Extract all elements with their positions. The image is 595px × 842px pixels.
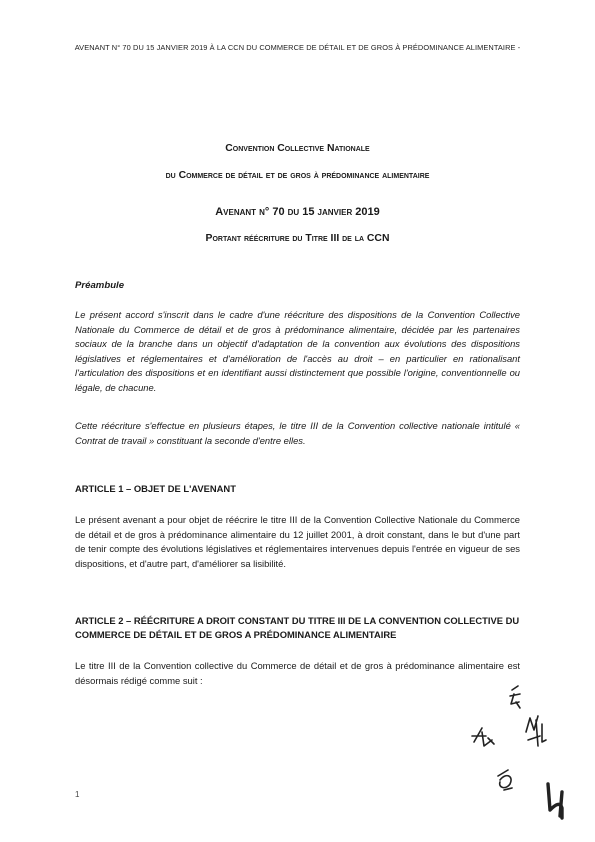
article-1-text: Le présent avenant a pour objet de réécrire le titre III de la Convention Collective Nationale du Commerce de détail et de gros à prédominance alimentaire du 12 juillet 2001, à droit constant, dans le but d'une part de tenir compte des évolutions législatives et réglementaires intervenues depuis l'entrée en vigueur de ses dispositions, et d'autre part, d'améliorer sa lisibilité. bbox=[75, 514, 520, 569]
title-line-avenant: Avenant n° 70 du 15 janvier 2019 bbox=[215, 206, 380, 218]
title-line-commerce: du Commerce de détail et de gros à prédominance alimentaire bbox=[165, 170, 430, 181]
preambule-paragraph-1: Le présent accord s'inscrit dans le cadre d'une réécriture des dispositions de la Convention Collective Nationale du Commerce de détail et de gros à prédominance alimentaire, décidée par les partenaires sociaux de la branche dans un objectif d'adaptation de la convention aux évolutions des dispositions législatives et réglementaires et d'amélioration de l'accès au droit – en particulier en rationalisant l'articulation des dispositions et en identifiant aussi distinctement que possible l'origine, conventionnelle ou légale, de chacune. bbox=[75, 309, 520, 393]
handwritten-initials bbox=[470, 680, 580, 840]
article-2-text: Le titre III de la Convention collective du Commerce de détail et de gros à prédominance alimentaire est désormais rédigé comme suit : bbox=[75, 660, 520, 686]
running-header: AVENANT N° 70 DU 15 JANVIER 2019 À LA CCN DU COMMERCE DE DÉTAIL ET DE GROS À PRÉDOMINANCE ALIMENTAIRE - bbox=[74, 43, 521, 52]
article-2-heading: ARTICLE 2 – RÉÉCRITURE A DROIT CONSTANT DU TITRE III DE LA CONVENTION COLLECTIVE DU COMMERCE DE DÉTAIL ET DE GROS A PRÉDOMINANCE ALIMENTAIRE bbox=[75, 615, 520, 640]
title-line-convention: Convention Collective Nationale bbox=[225, 143, 370, 154]
article-1-heading: ARTICLE 1 – OBJET DE L'AVENANT bbox=[75, 483, 236, 494]
preambule-paragraph-2: Cette réécriture s'effectue en plusieurs étapes, le titre III de la Convention collective nationale intitulé « Contrat de travail » constituant la seconde d'entre elles. bbox=[75, 420, 520, 446]
page-number: 1 bbox=[75, 790, 80, 799]
preambule-heading: Préambule bbox=[75, 280, 125, 291]
title-line-reecriture: Portant réécriture du Titre III de la CCN bbox=[205, 233, 390, 244]
